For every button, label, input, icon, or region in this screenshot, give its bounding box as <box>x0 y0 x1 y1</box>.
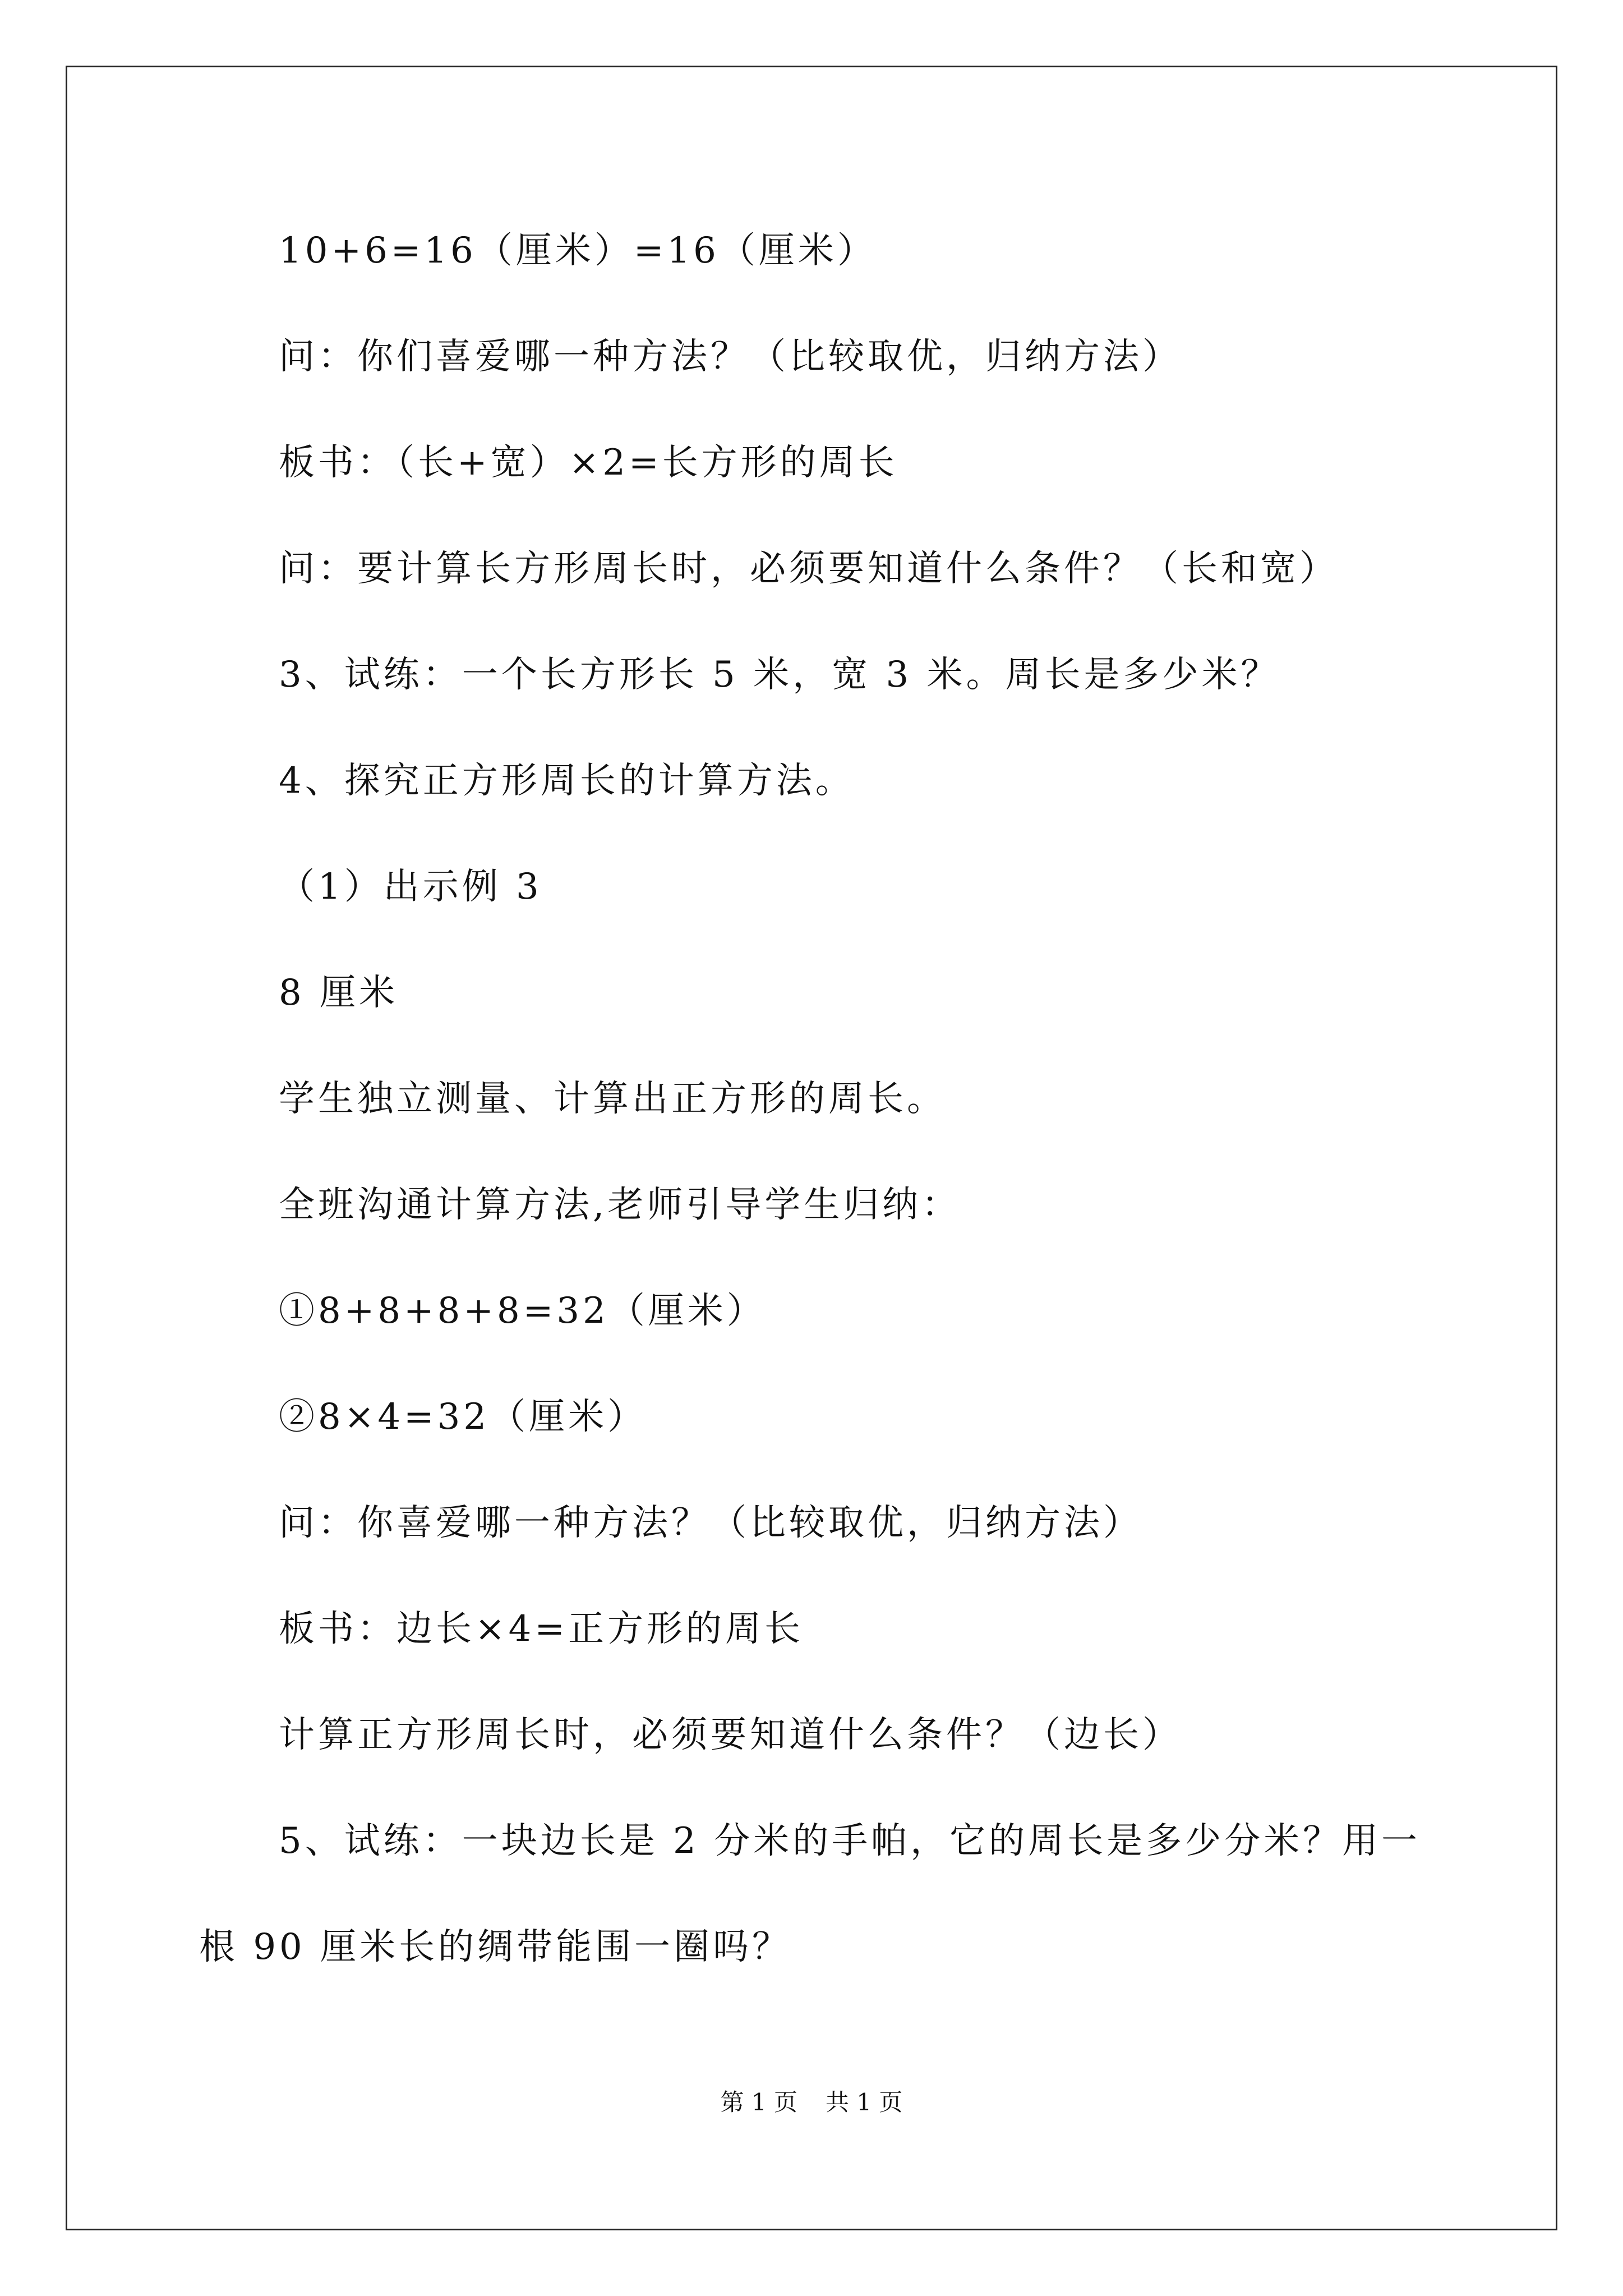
text-line: ②8×4=32（厘米） <box>279 1396 647 1438</box>
page-total: 共 1 页 <box>826 2088 903 2116</box>
text-line: 全班沟通计算方法,老师引导学生归纳： <box>279 1184 961 1226</box>
text-line: 3、试练：一个长方形长 5 米，宽 3 米。周长是多少米？ <box>279 654 1280 696</box>
text-line: 8 厘米 <box>279 972 399 1014</box>
text-line: 5、试练：一块边长是 2 分米的手帕，它的周长是多少分米？用一 <box>279 1820 1421 1862</box>
text-line: ①8+8+8+8=32（厘米） <box>279 1290 766 1332</box>
page-border <box>66 66 1557 2230</box>
text-line: 板书：（长+宽）×2=长方形的周长 <box>279 442 898 484</box>
text-line: 板书：边长×4=正方形的周长 <box>279 1608 804 1650</box>
text-line: 问：要计算长方形周长时，必须要知道什么条件？（长和宽） <box>279 548 1339 590</box>
text-line: 学生独立测量、计算出正方形的周长。 <box>279 1078 946 1120</box>
text-line: 问：你们喜爱哪一种方法？（比较取优，归纳方法） <box>279 336 1182 378</box>
page-footer <box>0 2087 1623 2118</box>
page-number: 第 1 页 <box>720 2088 797 2116</box>
text-line: 计算正方形周长时，必须要知道什么条件？（边长） <box>279 1714 1182 1756</box>
text-line: （1）出示例 3 <box>279 866 542 908</box>
text-line: 4、探究正方形周长的计算方法。 <box>279 760 855 802</box>
text-line: 问：你喜爱哪一种方法？（比较取优，归纳方法） <box>279 1502 1142 1544</box>
text-line: 根 90 厘米长的绸带能围一圈吗？ <box>199 1926 792 1968</box>
text-line: 10+6=16（厘米）=16（厘米） <box>279 230 877 272</box>
